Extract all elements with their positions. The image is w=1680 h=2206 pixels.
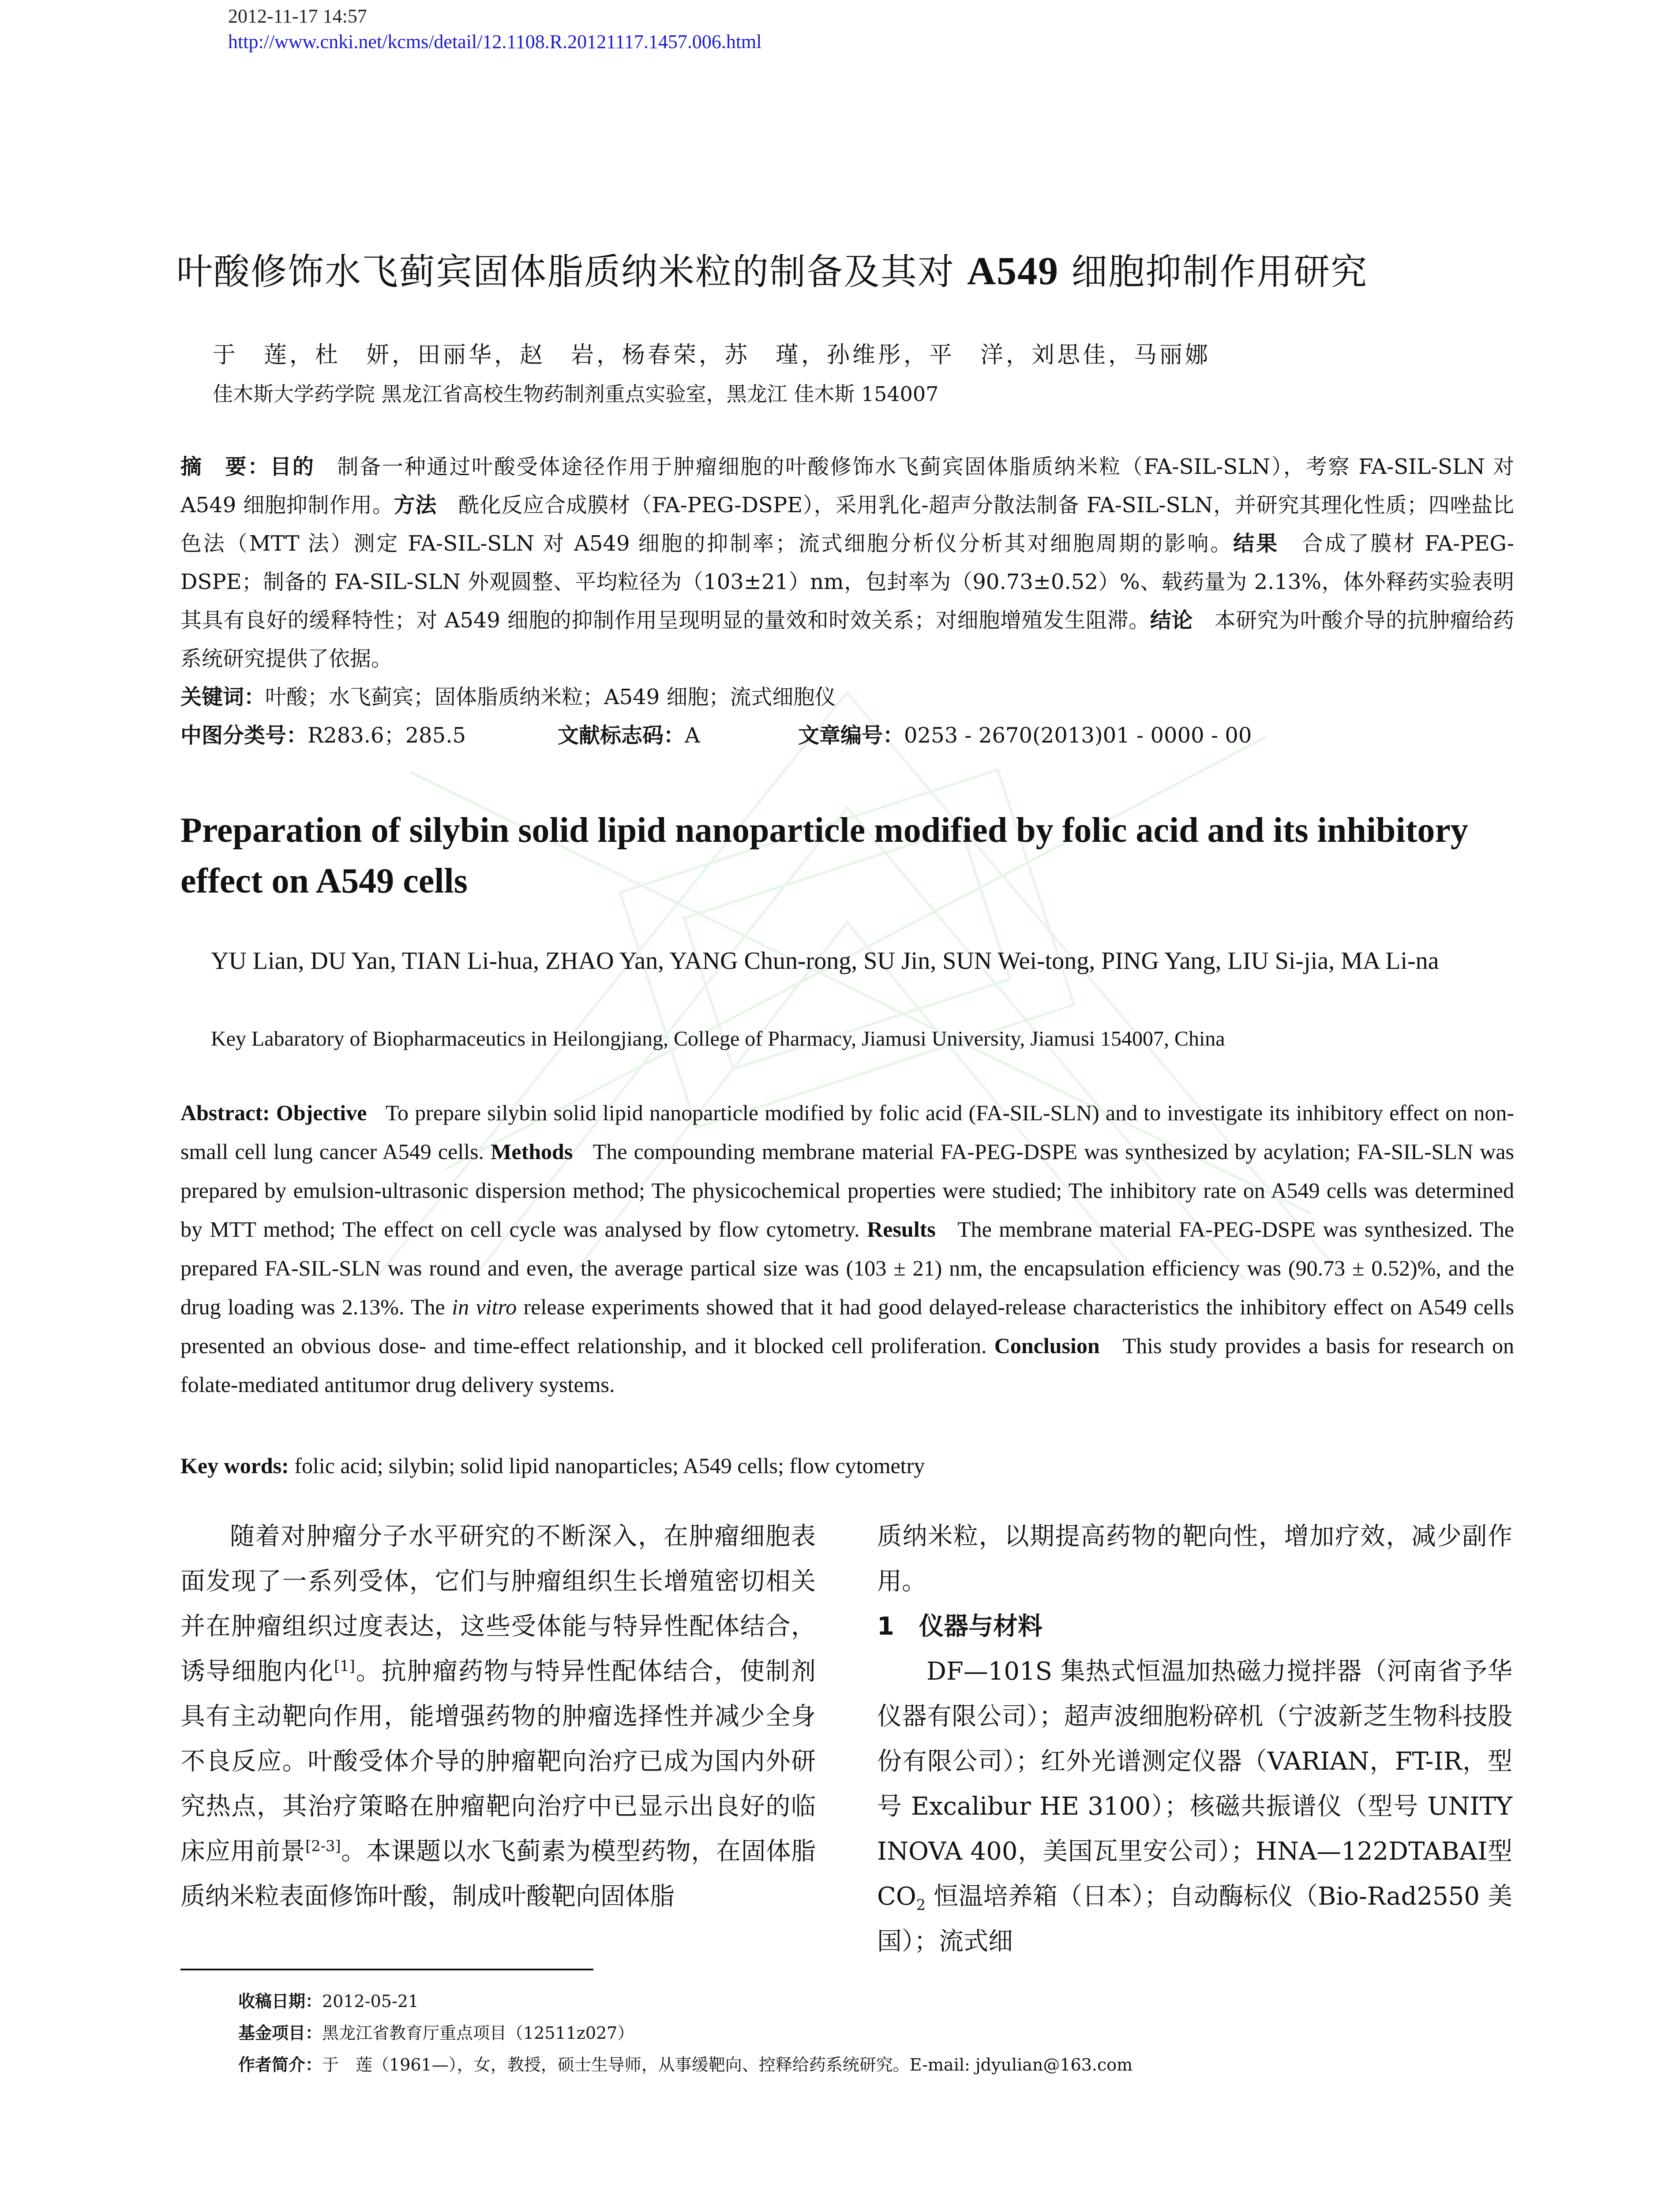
english-authors: YU Lian, DU Yan, TIAN Li-hua, ZHAO Yan, YANG Chun-rong, SU Jin, SUN Wei-tong, PING Yang, LIU Si-jia, MA Li-na [211,947,1439,975]
intro-paragraph: 随着对肿瘤分子水平研究的不断深入，在肿瘤细胞表面发现了一系列受体，它们与肿瘤组织生长增殖密切相关并在肿瘤组织过度表达，这些受体能与特异性配体结合，诱导细胞内化[1]。抗肿瘤药物与特异性配体结合，使制剂具有主动靶向作用，能增强药物的肿瘤选择性并减少全身不良反应。叶酸受体介导的肿瘤靶向治疗已成为国内外研究热点，其治疗策略在肿瘤靶向治疗中已显示出良好的临床应用前景[2-3]。本课题以水飞蓟素为模型药物，在固体脂质纳米粒表面修饰叶酸，制成叶酸靶向固体脂 [180,1522,816,1911]
body-right-column [877,1514,1512,1964]
classification-line: 中图分类号：R283.6；285.5 文献标志码：A 文章编号：0253 - 2670(2013)01 - 0000 - 00 [180,723,1252,748]
footnote-divider [180,1969,593,1970]
english-keywords: Key words: folic acid; silybin; solid lipid nanoparticles; A549 cells; flow cytometry [180,1453,925,1478]
chinese-abstract: 摘 要：目的 制备一种通过叶酸受体途径作用于肿瘤细胞的叶酸修饰水飞蓟宾固体脂质纳米粒（FA-SIL-SLN），考察 FA-SIL-SLN 对 A549 细胞抑制作用。方法 酰化反应合成膜材（FA-PEG-DSPE），采用乳化-超声分散法制备 FA-SIL-SLN，并研究其理化性质；四唑盐比色法（MTT 法）测定 FA-SIL-SLN 对 A549 细胞的抑制率；流式细胞分析仪分析其对细胞周期的影响。结果 合成了膜材 FA-PEG-DSPE；制备的 FA-SIL-SLN 外观圆整、平均粒径为（103±21）nm，包封率为（90.73±0.52）%、载药量为 2.13%，体外释药实验表明其具有良好的缓释特性；对 A549 细胞的抑制作用呈现明显的量效和时效关系；对细胞增殖发生阻滞。结论 本研究为叶酸介导的抗肿瘤给药系统研究提供了依据。 [180,454,1514,671]
section-heading: 1 仪器与材料 [877,1612,1042,1641]
chinese-keywords: 关键词：叶酸；水飞蓟宾；固体脂质纳米粒；A549 细胞；流式细胞仪 [180,685,836,709]
footnote-received: 收稿日期：2012-05-21 [238,1992,419,2011]
citation-ref: [2-3] [305,1837,341,1855]
chinese-authors: 于 莲，杜 妍，田丽华，赵 岩，杨春荣，苏 瑾，孙维彤，平 洋，刘思佳，马丽娜 [213,342,1211,368]
english-affiliation: Key Labaratory of Biopharmaceutics in Heilongjiang, College of Pharmacy, Jiamusi University, Jiamusi 154007, China [211,1027,1225,1050]
english-title: Preparation of silybin solid lipid nanoparticle modified by folic acid and its inhibitory effect on A549 cells [180,811,1468,900]
chinese-title: 叶酸修饰水飞蓟宾固体脂质纳米粒的制备及其对 A549 细胞抑制作用研究 [176,249,1368,293]
body-left-column [180,1514,816,1919]
footnote-author: 作者简介：于 莲（1961—），女，教授，硕士生导师，从事缓靶向、控释给药系统研究。E-mail: jdyulian@163.com [238,2055,1133,2075]
footnote-funding: 基金项目：黑龙江省教育厅重点项目（12511z027） [238,2023,634,2043]
citation-ref: [1] [334,1657,355,1675]
instruments-paragraph: DF—101S 集热式恒温加热磁力搅拌器（河南省予华仪器有限公司）；超声波细胞粉碎机（宁波新芝生物科技股份有限公司）；红外光谱测定仪器（VARIAN，FT-IR，型号 Excalibur HE 3100）；核磁共振谱仪（型号 UNITY INOVA 400，美国瓦里安公司）；HNA—122DTABAⅠ型 $CO_2$ 恒温培养箱（日本）；自动酶标仪（Bio-Rad2550 美国）；流式细 [877,1657,1512,1956]
chinese-affiliation: 佳木斯大学药学院 黑龙江省高校生物药制剂重点实验室，黑龙江 佳木斯 154007 [213,382,939,406]
intro-continuation: 质纳米粒，以期提高药物的靶向性，增加疗效，减少副作用。 [877,1522,1512,1596]
english-abstract: Abstract: Objective To prepare silybin solid lipid nanoparticle modified by folic acid (FA-SIL-SLN) and to investigate its inhibitory effect on non-small cell lung cancer A549 cells. Methods The compounding membrane material FA-PEG-DSPE was synthesized by acylation; FA-SIL-SLN was prepared by emulsion-ultrasonic dispersion method; The physicochemical properties were studied; The inhibitory rate on A549 cells was determined by MTT method; The effect on cell cycle was analysed by flow cytometry. Results The membrane material FA-PEG-DSPE was synthesized. The prepared FA-SIL-SLN was round and even, the average partical size was (103 ± 21) nm, the encapsulation efficiency was (90.73 ± 0.52)%, and the drug loading was 2.13%. The in vitro release experiments showed that it had good delayed-release characteristics the inhibitory effect on A549 cells presented an obvious dose- and time-effect relationship, and it blocked cell proliferation. Conclusion This study provides a basis for research on folate-mediated antitumor drug delivery systems. [180,1100,1515,1397]
download-timestamp: 2012-11-17 14:57 [228,5,367,27]
source-url-link[interactable]: http://www.cnki.net/kcms/detail/12.1108.R.20121117.1457.006.html [228,31,762,53]
